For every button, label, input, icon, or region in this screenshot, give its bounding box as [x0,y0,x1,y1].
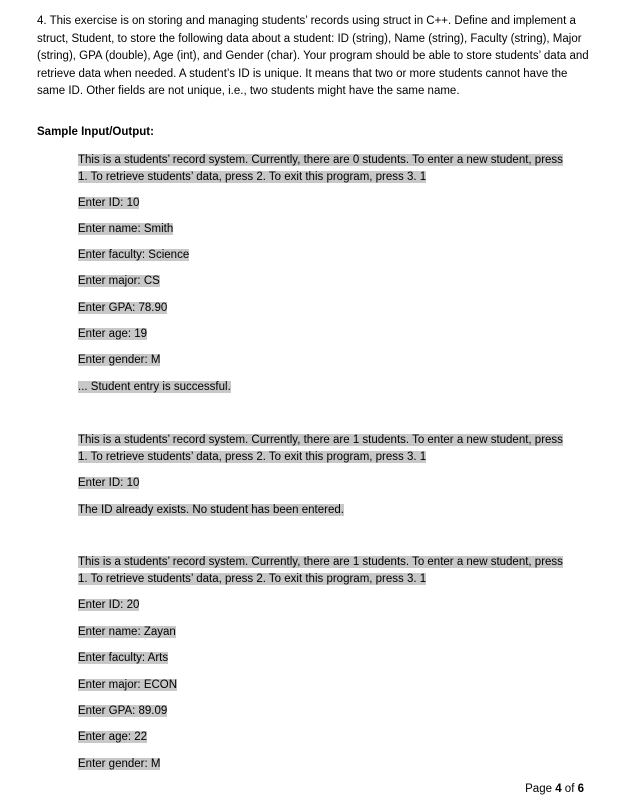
block3-enter-id: Enter ID: 20 [78,599,140,611]
block1-prompt-line1: This is a students’ record system. Currently, there are 0 students. To enter a new student, press [78,154,563,166]
block2-enter-id: Enter ID: 10 [78,477,140,489]
block1-enter-id: Enter ID: 10 [78,197,140,209]
block2-prompt-line2: 1. To retrieve students’ data, press 2. To exit this program, press 3. 1 [78,451,427,463]
block2-prompt-line1: This is a students’ record system. Currently, there are 1 students. To enter a new student, press [78,434,563,446]
block2-id-exists-message: The ID already exists. No student has been entered. [78,504,344,516]
page-number [525,783,584,795]
block1-enter-gpa: Enter GPA: 78.90 [78,302,168,314]
block3-enter-gender: Enter gender: M [78,758,161,770]
block3-prompt-line2: 1. To retrieve students’ data, press 2. To exit this program, press 3. 1 [78,573,427,585]
block3-enter-age: Enter age: 22 [78,731,148,743]
block3-enter-name: Enter name: Zayan [78,626,176,638]
block1-enter-major: Enter major: CS [78,275,160,287]
page-number-current: 4 [555,783,562,795]
block3-enter-gpa: Enter GPA: 89.09 [78,705,168,717]
block3-enter-faculty: Enter faculty: Arts [78,652,169,664]
block1-enter-age: Enter age: 19 [78,328,148,340]
exercise-description: 4. This exercise is on storing and managing students’ records using struct in C++. Define and implement a struct, Student, to store the following data about a student: ID (string), Name (string), Faculty (string), Major (string), GPA (double), Age (int), and Gender (char). Your program should be able to store students’ data and retrieve data when needed. A student’s ID is unique. It means that two or more students cannot have the same ID. Other fields are not unique, i.e., two students might have the same name. [37,15,589,98]
block1-success-message: ... Student entry is successful. [78,381,231,393]
block1-enter-gender: Enter gender: M [78,354,161,366]
block2-prompt [78,432,588,466]
block3-enter-major: Enter major: ECON [78,679,178,691]
sample-io-heading: Sample Input/Output: [37,126,154,138]
block3-prompt [78,554,588,588]
block1-prompt-line2: 1. To retrieve students’ data, press 2. To exit this program, press 3. 1 [78,171,427,183]
page-number-label: Page [525,783,556,795]
block1-enter-name: Enter name: Smith [78,223,174,235]
block3-prompt-line1: This is a students’ record system. Currently, there are 1 students. To enter a new student, press [78,556,563,568]
page-number-of: of [561,783,578,795]
block1-enter-faculty: Enter faculty: Science [78,249,190,261]
block1-prompt [78,152,588,186]
page-number-total: 6 [577,783,584,795]
